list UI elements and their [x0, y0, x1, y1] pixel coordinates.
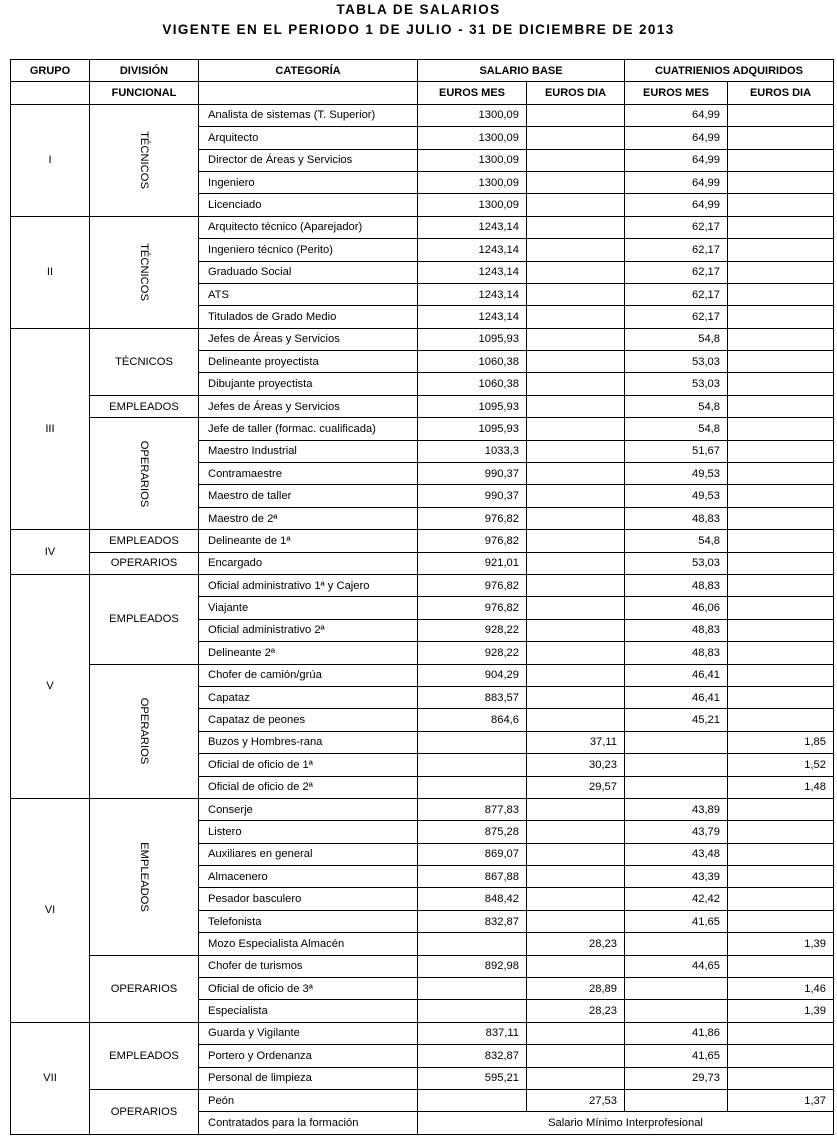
cuatrienio-dia-cell: 1,37: [728, 1089, 834, 1111]
cuatrienio-dia-cell: [728, 574, 834, 596]
salario-base-mes-cell: 1243,14: [418, 216, 527, 238]
salario-base-dia-cell: [527, 597, 625, 619]
cuatrienio-dia-cell: [728, 686, 834, 708]
salario-base-dia-cell: [527, 194, 625, 216]
salario-base-mes-cell: 832,87: [418, 1045, 527, 1067]
salario-base-dia-cell: [527, 866, 625, 888]
categoria-cell: Capataz de peones: [199, 709, 418, 731]
salario-base-dia-cell: [527, 888, 625, 910]
salario-base-mes-cell: 1095,93: [418, 328, 527, 350]
header-sb-euros-dia: EUROS DIA: [527, 82, 625, 104]
salario-base-mes-cell: [418, 1089, 527, 1111]
cuatrienio-dia-cell: [728, 216, 834, 238]
categoria-cell: ATS: [199, 283, 418, 305]
table-row: [11, 664, 834, 686]
salario-base-dia-cell: [527, 821, 625, 843]
cuatrienio-dia-cell: 1,46: [728, 978, 834, 1000]
salario-base-mes-cell: 1300,09: [418, 104, 527, 126]
division-label-text: TÉCNICOS: [138, 131, 150, 190]
header-row-1: [11, 60, 834, 82]
header-row-2: [11, 82, 834, 104]
cuatrienio-dia-cell: [728, 306, 834, 328]
table-row: [11, 798, 834, 820]
cuatrienio-mes-cell: [625, 978, 728, 1000]
salario-base-dia-cell: [527, 664, 625, 686]
salario-base-dia-cell: [527, 1045, 625, 1067]
salario-base-mes-cell: 867,88: [418, 866, 527, 888]
categoria-cell: Maestro de taller: [199, 485, 418, 507]
division-label: OPERARIOS: [90, 552, 199, 574]
salario-base-dia-cell: [527, 239, 625, 261]
categoria-cell: Maestro de 2ª: [199, 507, 418, 529]
cuatrienio-mes-cell: 43,79: [625, 821, 728, 843]
group-label: V: [11, 574, 90, 798]
salario-base-dia-cell: [527, 955, 625, 977]
table-row: [11, 552, 834, 574]
title-line-1: TABLA DE SALARIOS: [336, 2, 501, 17]
cuatrienio-mes-cell: 62,17: [625, 283, 728, 305]
categoria-cell: Delineante proyectista: [199, 351, 418, 373]
division-label: OPERARIOS: [90, 955, 199, 1022]
salario-base-dia-cell: [527, 485, 625, 507]
cuatrienio-mes-cell: 62,17: [625, 261, 728, 283]
categoria-cell: Telefonista: [199, 910, 418, 932]
cuatrienio-dia-cell: [728, 664, 834, 686]
salario-base-mes-cell: 928,22: [418, 619, 527, 641]
document-title: [0, 0, 837, 40]
categoria-cell: Delineante de 1ª: [199, 530, 418, 552]
cuatrienio-dia-cell: [728, 798, 834, 820]
categoria-cell: Delineante 2ª: [199, 642, 418, 664]
division-label: [90, 798, 199, 955]
salario-base-dia-cell: [527, 552, 625, 574]
cuatrienio-mes-cell: 48,83: [625, 619, 728, 641]
cuatrienio-mes-cell: 53,03: [625, 351, 728, 373]
cuatrienio-dia-cell: [728, 821, 834, 843]
cuatrienio-dia-cell: [728, 149, 834, 171]
cuatrienio-dia-cell: [728, 530, 834, 552]
cuatrienio-dia-cell: [728, 866, 834, 888]
salario-base-dia-cell: [527, 127, 625, 149]
table-row: [11, 1089, 834, 1111]
cuatrienio-mes-cell: 42,42: [625, 888, 728, 910]
salario-base-mes-cell: 595,21: [418, 1067, 527, 1089]
salario-base-mes-cell: 877,83: [418, 798, 527, 820]
salario-base-dia-cell: [527, 261, 625, 283]
categoria-cell: Jefes de Áreas y Servicios: [199, 395, 418, 417]
cuatrienio-dia-cell: 1,39: [728, 933, 834, 955]
salario-base-dia-cell: [527, 328, 625, 350]
categoria-cell: Arquitecto técnico (Aparejador): [199, 216, 418, 238]
salario-base-dia-cell: [527, 418, 625, 440]
salario-base-dia-cell: [527, 351, 625, 373]
salario-base-mes-cell: 1243,14: [418, 283, 527, 305]
salario-base-mes-cell: 1243,14: [418, 261, 527, 283]
cuatrienio-mes-cell: 64,99: [625, 104, 728, 126]
categoria-cell: Licenciado: [199, 194, 418, 216]
header-grupo: GRUPO: [11, 60, 90, 82]
cuatrienio-mes-cell: 64,99: [625, 194, 728, 216]
categoria-cell: Chofer de turismos: [199, 955, 418, 977]
table-row: [11, 1022, 834, 1044]
salario-base-mes-cell: [418, 776, 527, 798]
salario-base-dia-cell: [527, 216, 625, 238]
cuatrienio-mes-cell: [625, 776, 728, 798]
salario-base-dia-cell: [527, 171, 625, 193]
salario-base-mes-cell: 976,82: [418, 597, 527, 619]
salario-base-mes-cell: 976,82: [418, 507, 527, 529]
categoria-cell: Viajante: [199, 597, 418, 619]
categoria-cell: Mozo Especialista Almacén: [199, 933, 418, 955]
cuatrienio-mes-cell: [625, 731, 728, 753]
header-salario-base: SALARIO BASE: [418, 60, 625, 82]
categoria-cell: Pesador basculero: [199, 888, 418, 910]
salario-base-mes-cell: 990,37: [418, 463, 527, 485]
salario-base-dia-cell: 28,89: [527, 978, 625, 1000]
cuatrienio-mes-cell: [625, 1089, 728, 1111]
table-row: [11, 395, 834, 417]
salario-base-dia-cell: 30,23: [527, 754, 625, 776]
cuatrienio-dia-cell: [728, 485, 834, 507]
categoria-cell: Arquitecto: [199, 127, 418, 149]
cuatrienio-mes-cell: 48,83: [625, 507, 728, 529]
salario-base-mes-cell: 892,98: [418, 955, 527, 977]
categoria-cell: Graduado Social: [199, 261, 418, 283]
cuatrienio-mes-cell: 53,03: [625, 373, 728, 395]
division-label: [90, 216, 199, 328]
cuatrienio-dia-cell: [728, 955, 834, 977]
cuatrienio-dia-cell: [728, 1022, 834, 1044]
table-row: [11, 216, 834, 238]
cuatrienio-dia-cell: [728, 888, 834, 910]
salario-base-dia-cell: [527, 507, 625, 529]
salario-base-dia-cell: [527, 530, 625, 552]
salary-table: [10, 59, 834, 1135]
header-grupo-blank: [11, 82, 90, 104]
group-label: III: [11, 328, 90, 530]
division-label-text: EMPLEADOS: [138, 841, 150, 912]
salario-base-mes-cell: [418, 978, 527, 1000]
categoria-cell: Analista de sistemas (T. Superior): [199, 104, 418, 126]
salario-base-dia-cell: [527, 1067, 625, 1089]
cuatrienio-mes-cell: 41,65: [625, 1045, 728, 1067]
categoria-cell: Encargado: [199, 552, 418, 574]
categoria-cell: Personal de limpieza: [199, 1067, 418, 1089]
table-row: [11, 328, 834, 350]
header-cuatrienios: CUATRIENIOS ADQUIRIDOS: [625, 60, 834, 82]
cuatrienio-dia-cell: [728, 843, 834, 865]
cuatrienio-dia-cell: [728, 440, 834, 462]
cuatrienio-dia-cell: [728, 373, 834, 395]
group-label: I: [11, 104, 90, 216]
salario-base-mes-cell: 928,22: [418, 642, 527, 664]
division-label: [90, 418, 199, 530]
division-label: EMPLEADOS: [90, 395, 199, 417]
salario-base-dia-cell: [527, 1022, 625, 1044]
salario-base-dia-cell: [527, 843, 625, 865]
cuatrienio-mes-cell: 41,86: [625, 1022, 728, 1044]
categoria-cell: Capataz: [199, 686, 418, 708]
salario-base-mes-cell: 1095,93: [418, 418, 527, 440]
cuatrienio-dia-cell: [728, 261, 834, 283]
cuatrienio-dia-cell: [728, 507, 834, 529]
salario-base-mes-cell: 875,28: [418, 821, 527, 843]
salario-base-mes-cell: [418, 754, 527, 776]
division-label-text: OPERARIOS: [138, 697, 150, 765]
salario-base-dia-cell: 28,23: [527, 933, 625, 955]
cuatrienio-mes-cell: 43,39: [625, 866, 728, 888]
cuatrienio-dia-cell: [728, 239, 834, 261]
salario-base-dia-cell: 27,53: [527, 1089, 625, 1111]
cuatrienio-mes-cell: [625, 754, 728, 776]
cuatrienio-mes-cell: 64,99: [625, 149, 728, 171]
categoria-cell: Oficial administrativo 2ª: [199, 619, 418, 641]
table-row: [11, 955, 834, 977]
group-label: II: [11, 216, 90, 328]
salario-base-dia-cell: [527, 149, 625, 171]
cuatrienio-mes-cell: [625, 1000, 728, 1022]
salario-base-mes-cell: 1243,14: [418, 306, 527, 328]
cuatrienio-mes-cell: 48,83: [625, 642, 728, 664]
categoria-cell: Chofer de camión/grúa: [199, 664, 418, 686]
salario-base-dia-cell: [527, 574, 625, 596]
categoria-cell: Listero: [199, 821, 418, 843]
cuatrienio-dia-cell: 1,39: [728, 1000, 834, 1022]
cuatrienio-dia-cell: 1,85: [728, 731, 834, 753]
cuatrienio-mes-cell: 53,03: [625, 552, 728, 574]
salario-base-mes-cell: 1243,14: [418, 239, 527, 261]
cuatrienio-mes-cell: 64,99: [625, 171, 728, 193]
categoria-cell: Buzos y Hombres-rana: [199, 731, 418, 753]
header-cu-euros-dia: EUROS DIA: [728, 82, 834, 104]
categoria-cell: Ingeniero técnico (Perito): [199, 239, 418, 261]
cuatrienio-mes-cell: 62,17: [625, 239, 728, 261]
salario-base-dia-cell: 29,57: [527, 776, 625, 798]
table-row: [11, 418, 834, 440]
header-sb-euros-mes: EUROS MES: [418, 82, 527, 104]
salario-base-mes-cell: 990,37: [418, 485, 527, 507]
salario-base-mes-cell: 976,82: [418, 574, 527, 596]
cuatrienio-mes-cell: 43,48: [625, 843, 728, 865]
cuatrienio-mes-cell: 43,89: [625, 798, 728, 820]
cuatrienio-dia-cell: [728, 104, 834, 126]
cuatrienio-dia-cell: [728, 1067, 834, 1089]
salario-base-mes-cell: 1060,38: [418, 351, 527, 373]
salario-base-mes-cell: 837,11: [418, 1022, 527, 1044]
header-division: DIVISIÓN: [90, 60, 199, 82]
categoria-cell: Director de Áreas y Servicios: [199, 149, 418, 171]
salario-base-dia-cell: 37,11: [527, 731, 625, 753]
categoria-cell: Conserje: [199, 798, 418, 820]
header-categoria-blank: [199, 82, 418, 104]
salario-base-mes-cell: 1300,09: [418, 194, 527, 216]
division-label: EMPLEADOS: [90, 574, 199, 664]
categoria-cell: Titulados de Grado Medio: [199, 306, 418, 328]
cuatrienio-mes-cell: 64,99: [625, 127, 728, 149]
salario-base-mes-cell: 832,87: [418, 910, 527, 932]
salario-base-mes-cell: [418, 933, 527, 955]
cuatrienio-mes-cell: 44,65: [625, 955, 728, 977]
categoria-cell: Oficial administrativo 1ª y Cajero: [199, 574, 418, 596]
division-label: TÉCNICOS: [90, 328, 199, 395]
cuatrienio-dia-cell: [728, 463, 834, 485]
cuatrienio-dia-cell: [728, 619, 834, 641]
salario-base-mes-cell: 869,07: [418, 843, 527, 865]
cuatrienio-dia-cell: [728, 283, 834, 305]
salario-base-mes-cell: 976,82: [418, 530, 527, 552]
cuatrienio-mes-cell: 62,17: [625, 306, 728, 328]
division-label: [90, 664, 199, 798]
categoria-cell: Portero y Ordenanza: [199, 1045, 418, 1067]
cuatrienio-mes-cell: 54,8: [625, 395, 728, 417]
cuatrienio-dia-cell: [728, 418, 834, 440]
categoria-cell: Oficial de oficio de 3ª: [199, 978, 418, 1000]
cuatrienio-mes-cell: 41,65: [625, 910, 728, 932]
cuatrienio-dia-cell: [728, 1045, 834, 1067]
salario-base-mes-cell: 1300,09: [418, 149, 527, 171]
salario-base-dia-cell: [527, 642, 625, 664]
cuatrienio-mes-cell: 49,53: [625, 463, 728, 485]
salario-base-dia-cell: [527, 306, 625, 328]
cuatrienio-mes-cell: 54,8: [625, 530, 728, 552]
salario-base-dia-cell: [527, 373, 625, 395]
cuatrienio-mes-cell: 54,8: [625, 418, 728, 440]
salario-base-mes-cell: 883,57: [418, 686, 527, 708]
salario-base-dia-cell: [527, 798, 625, 820]
division-label-text: TÉCNICOS: [138, 243, 150, 302]
salario-base-mes-cell: 1033,3: [418, 440, 527, 462]
merged-value-cell: Salario Mínimo Interprofesional: [418, 1112, 834, 1134]
cuatrienio-mes-cell: 48,83: [625, 574, 728, 596]
cuatrienio-dia-cell: 1,52: [728, 754, 834, 776]
header-categoria: CATEGORÍA: [199, 60, 418, 82]
salario-base-dia-cell: [527, 910, 625, 932]
cuatrienio-dia-cell: [728, 910, 834, 932]
table-row: [11, 104, 834, 126]
categoria-cell: Jefe de taller (formac. cualificada): [199, 418, 418, 440]
cuatrienio-dia-cell: [728, 709, 834, 731]
cuatrienio-mes-cell: 51,67: [625, 440, 728, 462]
cuatrienio-mes-cell: 54,8: [625, 328, 728, 350]
categoria-cell: Maestro Industrial: [199, 440, 418, 462]
cuatrienio-mes-cell: 46,41: [625, 686, 728, 708]
group-label: VII: [11, 1022, 90, 1134]
salario-base-dia-cell: [527, 709, 625, 731]
salario-base-dia-cell: [527, 104, 625, 126]
salario-base-mes-cell: 848,42: [418, 888, 527, 910]
salario-base-dia-cell: [527, 395, 625, 417]
title-line-2: VIGENTE EN EL PERIODO 1 DE JULIO - 31 DE DICIEMBRE DE 2013: [162, 22, 675, 37]
salario-base-mes-cell: 1095,93: [418, 395, 527, 417]
categoria-cell: Oficial de oficio de 2ª: [199, 776, 418, 798]
cuatrienio-dia-cell: [728, 552, 834, 574]
cuatrienio-dia-cell: [728, 351, 834, 373]
cuatrienio-dia-cell: [728, 597, 834, 619]
cuatrienio-dia-cell: [728, 171, 834, 193]
categoria-cell: Peón: [199, 1089, 418, 1111]
categoria-cell: Dibujante proyectista: [199, 373, 418, 395]
categoria-cell: Guarda y Vigilante: [199, 1022, 418, 1044]
salario-base-dia-cell: [527, 440, 625, 462]
cuatrienio-mes-cell: [625, 933, 728, 955]
table-row: [11, 530, 834, 552]
salario-base-mes-cell: [418, 731, 527, 753]
cuatrienio-mes-cell: 46,06: [625, 597, 728, 619]
salario-base-mes-cell: 1300,09: [418, 127, 527, 149]
salario-base-mes-cell: 1300,09: [418, 171, 527, 193]
cuatrienio-dia-cell: [728, 395, 834, 417]
salario-base-mes-cell: 921,01: [418, 552, 527, 574]
header-cu-euros-mes: EUROS MES: [625, 82, 728, 104]
categoria-cell: Oficial de oficio de 1ª: [199, 754, 418, 776]
salario-base-dia-cell: [527, 283, 625, 305]
division-label: [90, 104, 199, 216]
categoria-cell: Especialista: [199, 1000, 418, 1022]
categoria-cell: Contratados para la formación: [199, 1112, 418, 1134]
categoria-cell: Contramaestre: [199, 463, 418, 485]
group-label: VI: [11, 798, 90, 1022]
division-label: EMPLEADOS: [90, 530, 199, 552]
cuatrienio-dia-cell: 1,48: [728, 776, 834, 798]
categoria-cell: Ingeniero: [199, 171, 418, 193]
categoria-cell: Almacenero: [199, 866, 418, 888]
cuatrienio-dia-cell: [728, 127, 834, 149]
salario-base-dia-cell: [527, 463, 625, 485]
salario-base-dia-cell: [527, 686, 625, 708]
cuatrienio-mes-cell: 29,73: [625, 1067, 728, 1089]
cuatrienio-dia-cell: [728, 328, 834, 350]
salario-base-mes-cell: 1060,38: [418, 373, 527, 395]
salario-base-mes-cell: 864,6: [418, 709, 527, 731]
cuatrienio-mes-cell: 45,21: [625, 709, 728, 731]
division-label: OPERARIOS: [90, 1089, 199, 1134]
salario-base-dia-cell: [527, 619, 625, 641]
cuatrienio-mes-cell: 49,53: [625, 485, 728, 507]
header-funcional: FUNCIONAL: [90, 82, 199, 104]
cuatrienio-dia-cell: [728, 642, 834, 664]
cuatrienio-mes-cell: 46,41: [625, 664, 728, 686]
group-label: IV: [11, 530, 90, 575]
division-label-text: OPERARIOS: [138, 440, 150, 507]
categoria-cell: Jefes de Áreas y Servicios: [199, 328, 418, 350]
division-label: EMPLEADOS: [90, 1022, 199, 1089]
salario-base-dia-cell: 28,23: [527, 1000, 625, 1022]
cuatrienio-mes-cell: 62,17: [625, 216, 728, 238]
salario-base-mes-cell: [418, 1000, 527, 1022]
salario-base-mes-cell: 904,29: [418, 664, 527, 686]
cuatrienio-dia-cell: [728, 194, 834, 216]
table-row: [11, 574, 834, 596]
categoria-cell: Auxiliares en general: [199, 843, 418, 865]
